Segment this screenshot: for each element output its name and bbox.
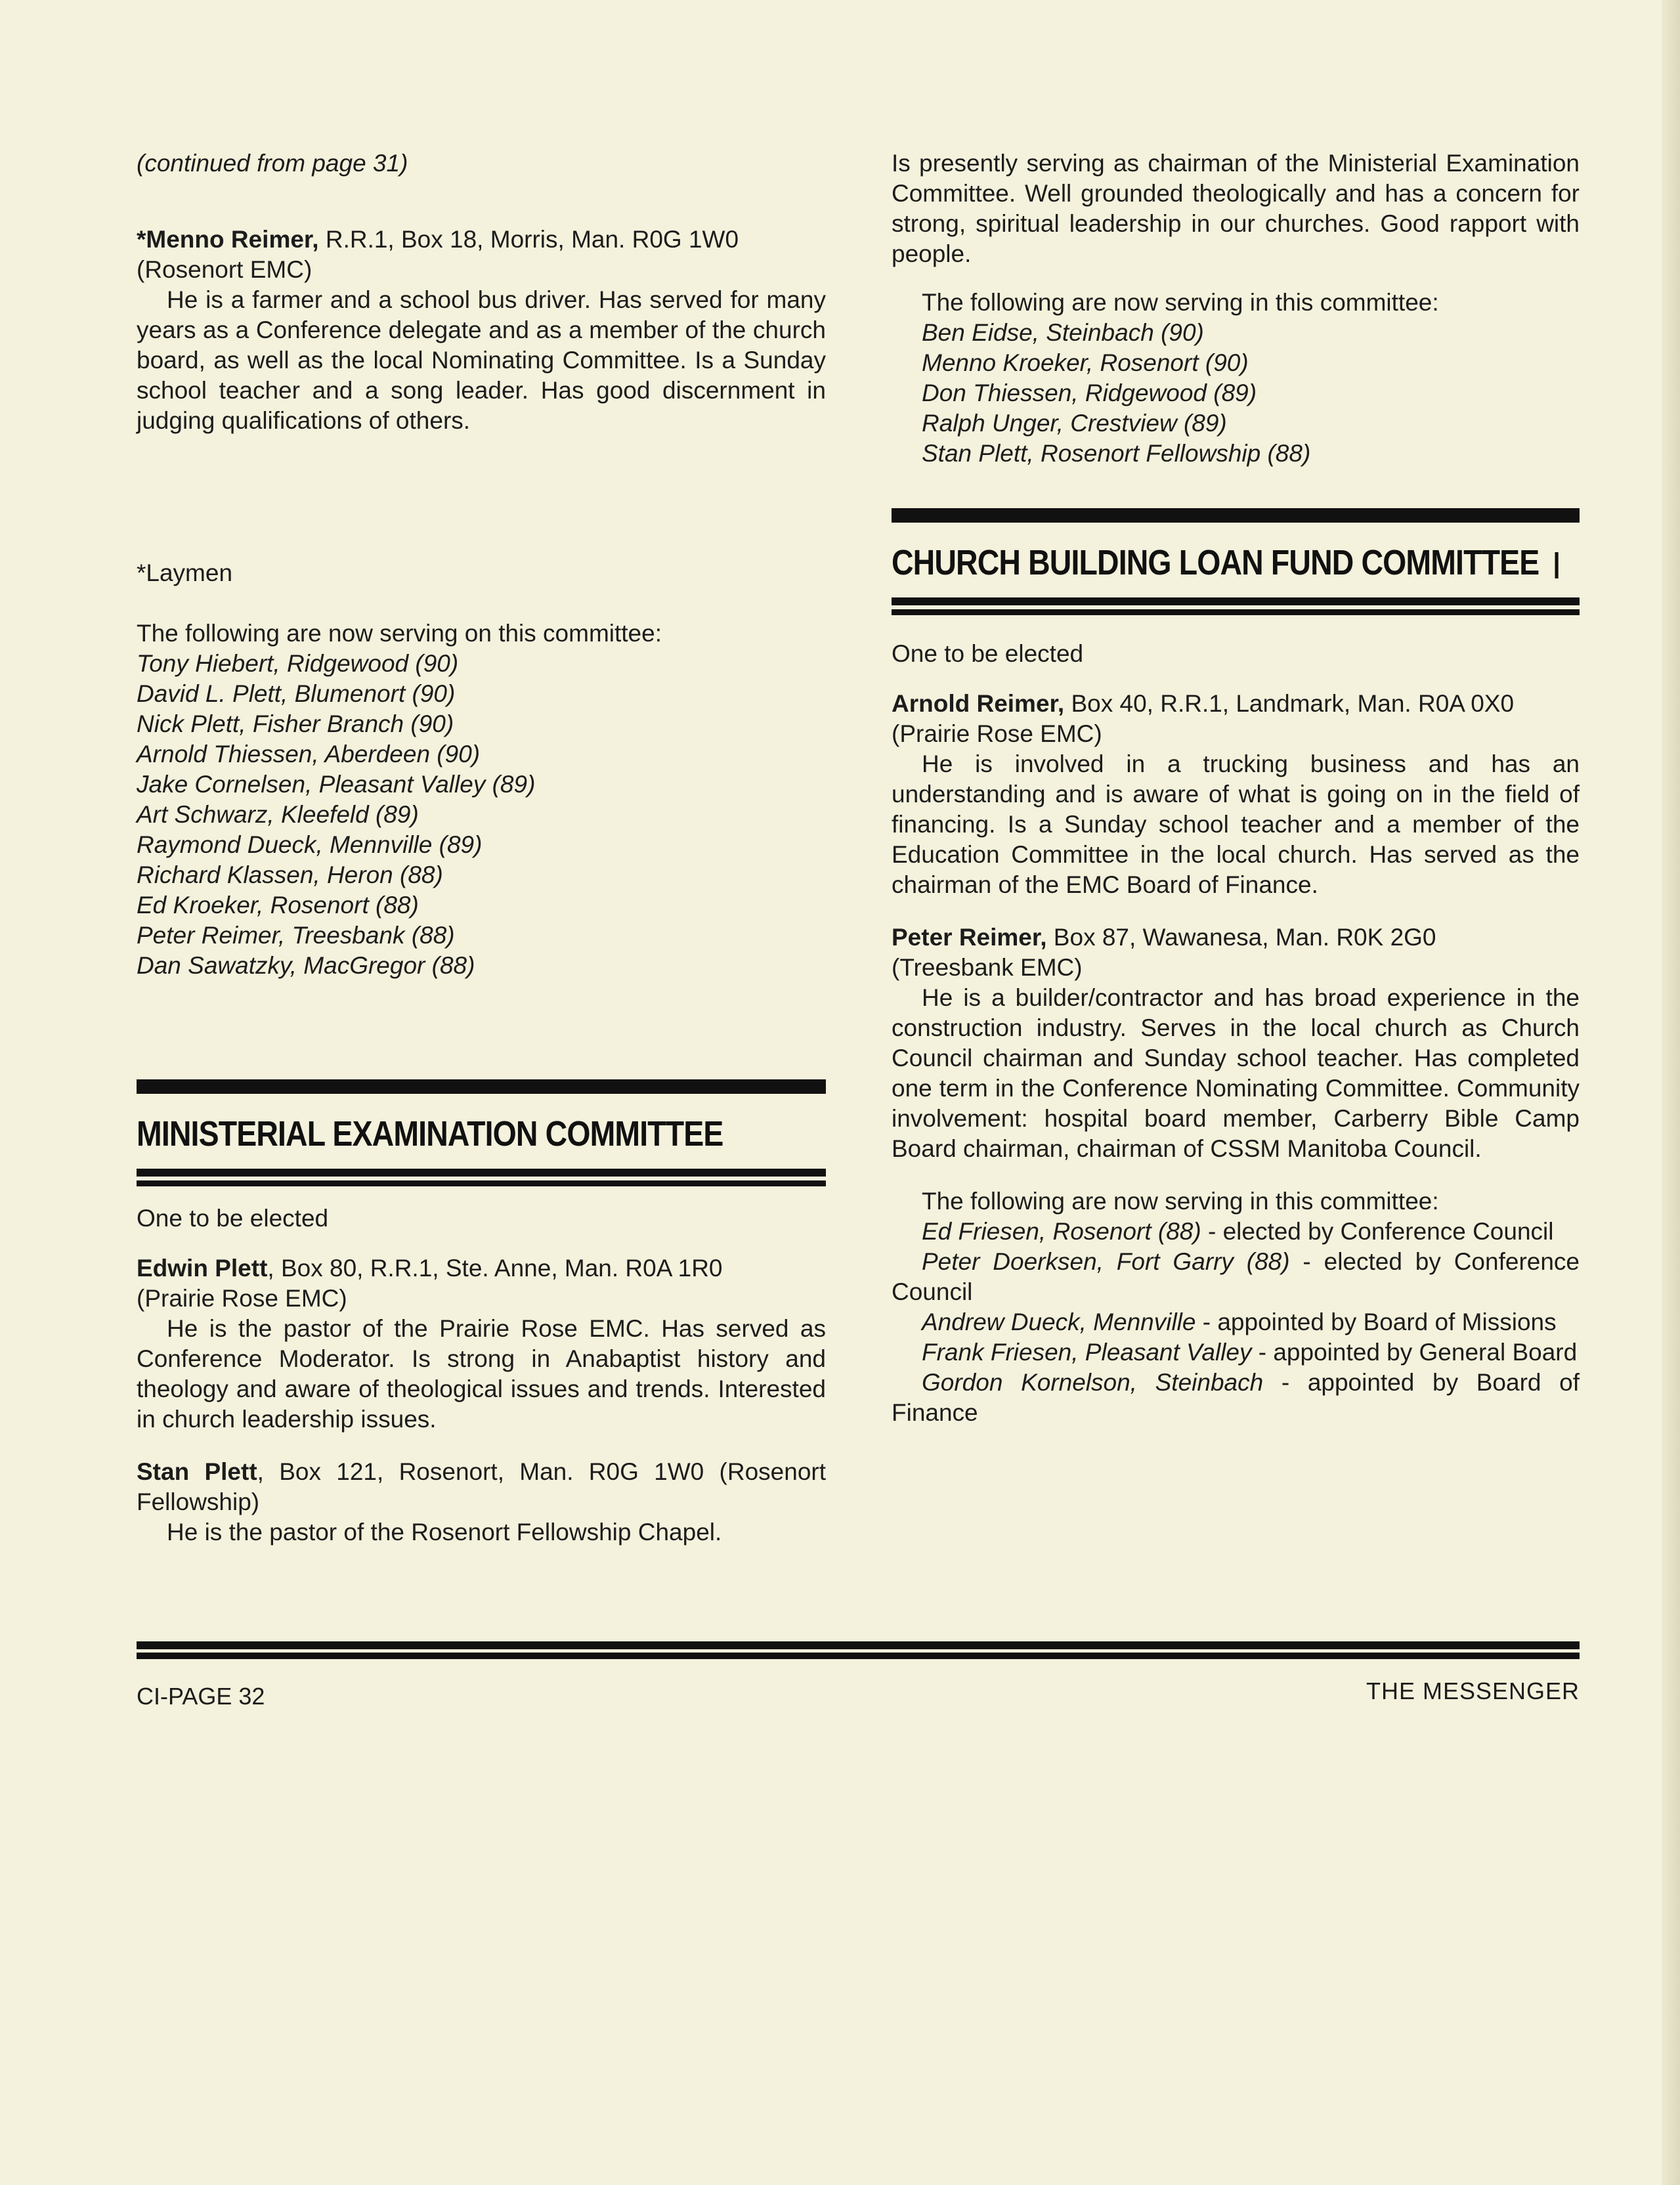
section-title: MINISTERIAL EXAMINATION COMMITTEE: [137, 1114, 723, 1154]
heading-rule: [137, 1079, 826, 1094]
candidate-bio: He is a farmer and a school bus driver. Has served for many years as a Conference delegate and as a member of the church board, as well as the local Nominating Committee. Is a Sunday school teacher and a song leader. Has good discernment in judging qualifications of others.: [137, 286, 826, 434]
member-role: - appointed by Board of Missions: [1195, 1309, 1557, 1335]
elect-note: One to be elected: [892, 640, 1084, 667]
member-role: - appointed by Board of Finance: [892, 1369, 1580, 1426]
list-item: Richard Klassen, Heron (88): [137, 861, 443, 888]
heading-rule: [892, 597, 1580, 605]
candidate-address: , Box 121, Rosenort, Man. R0G 1W0 (Rosenort Fellowship): [137, 1458, 826, 1515]
candidate-bio-continued: Is presently serving as chairman of the Ministerial Examination Committee. Well grounded theologically and has a concern for strong, spiritual leadership in our churches. Good rapport with people.: [892, 150, 1580, 267]
section-heading-cblf: [892, 508, 1580, 615]
member-name: Frank Friesen, Pleasant Valley: [922, 1339, 1252, 1366]
heading-rule: [137, 1180, 826, 1186]
list-item: [892, 1307, 1580, 1337]
heading-rule: [137, 1169, 826, 1177]
candidate-address: Box 87, Wawanesa, Man. R0K 2G0: [1046, 924, 1436, 951]
candidate-menno-reimer: [137, 225, 826, 285]
publication-name: THE MESSENGER: [1366, 1677, 1580, 1704]
member-name: Ed Friesen, Rosenort (88): [922, 1218, 1201, 1245]
section-title-text: CHURCH BUILDING LOAN FUND COMMITTEE: [892, 543, 1540, 582]
laymen-note: *Laymen: [137, 559, 233, 586]
heading-rule: [892, 508, 1580, 523]
list-item: Don Thiessen, Ridgewood (89): [922, 379, 1257, 406]
candidate-name: Edwin Plett: [137, 1255, 268, 1282]
list-item: Jake Cornelsen, Pleasant Valley (89): [137, 771, 536, 798]
candidate-church: (Treesbank EMC): [892, 954, 1083, 981]
list-item: Arnold Thiessen, Aberdeen (90): [137, 741, 481, 768]
candidate-address: Box 40, R.R.1, Landmark, Man. R0A 0X0: [1064, 690, 1515, 717]
candidate-arnold-reimer: [892, 689, 1580, 749]
list-item: Nick Plett, Fisher Branch (90): [137, 710, 454, 737]
list-item: [892, 1247, 1580, 1307]
section-heading-mec: [137, 1079, 826, 1186]
list-item: Tony Hiebert, Ridgewood (90): [137, 650, 459, 677]
serving-intro: The following are now serving on this committee:: [137, 620, 662, 647]
serving-intro: The following are now serving in this committee:: [922, 1188, 1439, 1215]
section-title: [892, 523, 1540, 597]
page-edge: [1662, 0, 1680, 2185]
elect-note: One to be elected: [137, 1205, 329, 1232]
serving-intro: The following are now serving in this committee:: [922, 289, 1439, 316]
candidate-name: Peter Reimer,: [892, 924, 1047, 951]
candidate-bio: He is involved in a trucking business and has an understanding and is aware of what is going on in the field of financing. Is a Sunday school teacher and a member of the Education Committee in the local church. Has served as the chairman of the EMC Board of Finance.: [892, 750, 1580, 898]
continued-note: (continued from page 31): [137, 150, 408, 177]
candidate-stan-plett: [137, 1457, 826, 1517]
member-role: - elected by Conference Council: [1201, 1218, 1554, 1245]
heading-mark: [1555, 552, 1558, 578]
candidate-bio: He is the pastor of the Prairie Rose EMC. Has served as Conference Moderator. Is strong in Anabaptist history and theology and aware of theological issues and trends. Interested in church leadership issues.: [137, 1315, 826, 1433]
list-item: Ralph Unger, Crestview (89): [922, 410, 1227, 437]
list-item: Ed Kroeker, Rosenort (88): [137, 892, 419, 919]
left-column: [137, 148, 826, 1547]
list-item: [892, 1217, 1580, 1247]
list-item: [892, 1368, 1580, 1428]
list-item: Peter Reimer, Treesbank (88): [137, 922, 455, 949]
list-item: Ben Eidse, Steinbach (90): [922, 319, 1204, 346]
candidate-peter-reimer: [892, 922, 1580, 983]
list-item: David L. Plett, Blumenort (90): [137, 680, 456, 707]
candidate-bio: He is the pastor of the Rosenort Fellowship Chapel.: [167, 1519, 722, 1546]
heading-rule: [892, 609, 1580, 615]
right-column: [892, 148, 1580, 1428]
candidate-address: , Box 80, R.R.1, Ste. Anne, Man. R0A 1R0: [267, 1255, 723, 1282]
candidate-church: (Prairie Rose EMC): [137, 1285, 347, 1312]
candidate-church: (Prairie Rose EMC): [892, 720, 1102, 747]
list-item: Menno Kroeker, Rosenort (90): [922, 349, 1249, 376]
candidate-address: R.R.1, Box 18, Morris, Man. R0G 1W0: [318, 226, 739, 253]
candidate-edwin-plett: [137, 1253, 826, 1314]
list-item: Art Schwarz, Kleefeld (89): [137, 801, 419, 828]
list-item: Raymond Dueck, Mennville (89): [137, 831, 483, 858]
member-role: - elected by Conference Council: [892, 1248, 1580, 1305]
member-name: Peter Doerksen, Fort Garry (88): [922, 1248, 1290, 1275]
candidate-bio: He is a builder/contractor and has broad experience in the construction industry. Serves in the local church as Church Council chairman and Sunday school teacher. Has completed one term in the Conference Nominating Committee. Community involvement: hospital board member, Carberry Bible Camp Board chairman, chairman of CSSM Manitoba Council.: [892, 984, 1580, 1162]
serving-list: [892, 318, 1580, 469]
member-role: - appointed by General Board: [1251, 1339, 1578, 1366]
member-name: Gordon Kornelson, Steinbach: [922, 1369, 1264, 1396]
list-item: Dan Sawatzky, MacGregor (88): [137, 952, 475, 979]
member-name: Andrew Dueck, Mennville: [922, 1309, 1196, 1335]
candidate-name: *Menno Reimer,: [137, 226, 319, 253]
serving-list: [137, 649, 826, 981]
list-item: [892, 1337, 1580, 1368]
candidate-name: Arnold Reimer,: [892, 690, 1065, 717]
list-item: Stan Plett, Rosenort Fellowship (88): [922, 440, 1311, 467]
candidate-name: Stan Plett: [137, 1458, 257, 1485]
page-number: CI-PAGE 32: [137, 1683, 265, 1710]
footer-rule: [137, 1641, 1580, 1659]
candidate-church: (Rosenort EMC): [137, 256, 312, 283]
